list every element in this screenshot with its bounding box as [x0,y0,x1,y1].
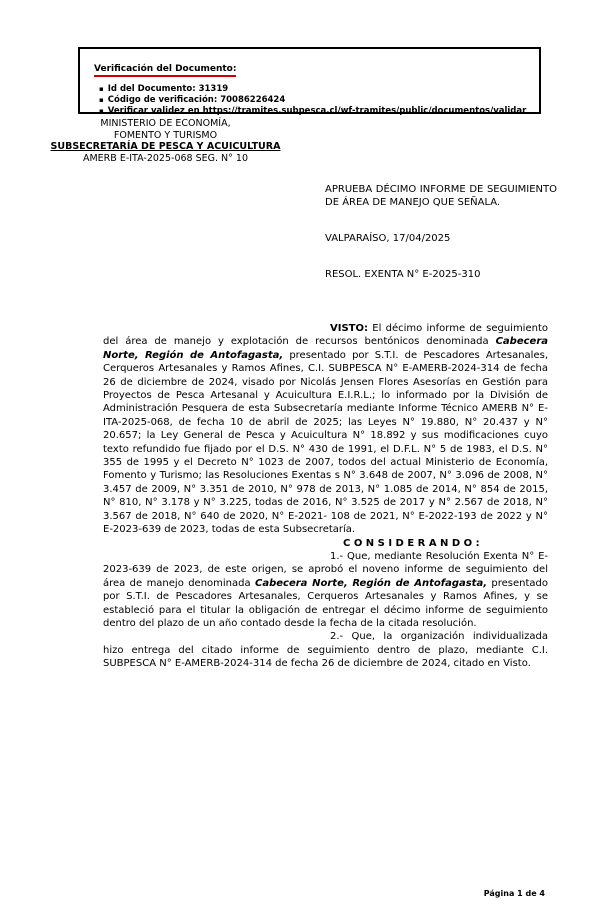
letterhead [18,118,313,164]
verification-title: Verificación del Documento: [94,64,236,77]
resolution-body [103,322,548,671]
visto-text-post: presentado por S.T.I. de Pescadores Artesanales, Cerqueros Artesanales y Ramos Afines, C.I. SUBPESCA N° E-AMERB-2024-314 de fecha 26 de diciembre de 2024, visado por Nicolás Jensen Flores Asesorías en Gestión para Proyectos de Pesca Artesanal y Acuicultura E.I.R.L.; lo informado por la División de Administración Pesquera de esta Subsecretaría mediante Informe Técnico AMERB N° E-ITA-2025-068, de fecha 10 de abril de 2025; las Leyes N° 19.880, N° 20.437 y N° 20.657; la Ley General de Pesca y Acuicultura N° 18.892 y sus modificaciones cuyo texto refundido fue fijado por el D.S. N° 430 de 1991, el D.F.L. N° 5 de 1983, el D.S. N° 355 de 1995 y el Decreto N° 1023 de 2007, todos del actual Ministerio de Economía, Fomento y Turismo; las Resoluciones Exentas s N° 3.648 de 2007, N° 3.096 de 2008, N° 3.457 de 2009, N° 3.351 de 2010, N° 978 de 2013, N° 1.085 de 2014, N° 854 de 2015, N° 810, N° 3.178 y N° 3.225, todas de 2016, N° 3.525 de 2017 y N° 2.567 de 2018, N° 3.567 de 2018, N° 640 de 2020, N° E-2021- 108 de 2021, N° E-2022-193 de 2022 y N° E-2023-639 de 2023, todas de esta Subsecretaría. [103,349,548,536]
managed-area-name: Cabecera Norte, Región de Antofagasta, [255,577,488,589]
subsecretaria-line: SUBSECRETARÍA DE PESCA Y ACUICULTURA [50,141,281,152]
considerando-heading: C O N S I D E R A N D O : [343,537,480,549]
managed-area-name: Cabecera Norte, Región de Antofagasta, [103,336,548,361]
ministry-line-2: FOMENTO Y TURISMO [113,129,218,141]
bullet-square-icon: ▪ [99,96,104,104]
visto-paragraph [103,322,548,537]
page-number-footer: Página 1 de 4 [483,889,545,898]
bullet-square-icon: ▪ [99,85,104,93]
considerando-1-pre: 1.- Que, mediante Resolución Exenta N° E-2023-639 de 2023, de este origen, se aprobó el noveno informe de seguimiento del área de manejo denominada [103,550,548,589]
considerando-paragraph-2: 2.- Que, la organización individualizada hizo entrega del citado informe de seguimiento dentro de plazo, mediante C.I. SUBPESCA N° E-AMERB-2024-314 de fecha 26 de diciembre de 2024, citado en Visto. [103,631,548,670]
verification-item-label: Id del Documento: 31319 [107,84,229,94]
considerando-paragraph-1 [103,550,548,630]
resolution-subject: APRUEBA DÉCIMO INFORME DE SEGUIMIENTO DE ÁREA DE MANEJO QUE SEÑALA. [325,184,557,208]
verification-item-document-id [99,84,529,95]
verification-box [78,47,541,114]
resolution-title-block [325,183,557,281]
verification-item-url [99,106,529,117]
resolution-number: RESOL. EXENTA N° E-2025-310 [325,269,481,280]
verification-url-text: Verificar validez en https://tramites.subpesca.cl/wf-tramites/public/documentos/validar [107,106,527,116]
visto-text-pre: El décimo informe de seguimiento del área de manejo y explotación de recursos bentónicos denominada [103,323,548,348]
verification-item-label: Código de verificación: 70086226424 [107,95,286,105]
bullet-square-icon: ▪ [99,107,104,115]
verification-list [94,84,529,117]
considerando-1-post: presentado por S.T.I. de Pescadores Artesanales, Cerqueros Artesanales y Ramos Afines, y se estableció para el titular la obligación de entregar el décimo informe de seguimiento dentro del plazo de un año contado desde la fecha de la citada resolución. [103,577,549,629]
verification-item-code [99,95,529,106]
ministry-line-1: MINISTERIO DE ECONOMÍA, [100,118,231,129]
amerb-reference-line: AMERB E-ITA-2025-068 SEG. N° 10 [82,152,248,164]
place-and-date: VALPARAÍSO, 17/04/2025 [325,233,451,244]
visto-label: VISTO: [330,323,368,334]
